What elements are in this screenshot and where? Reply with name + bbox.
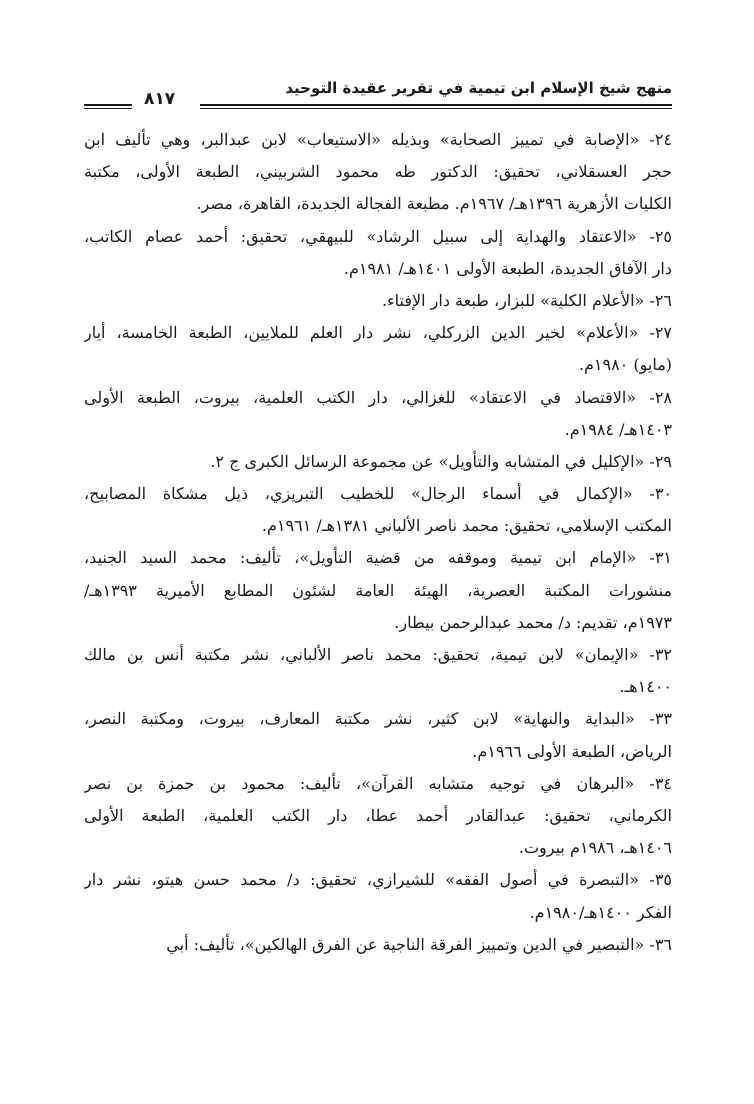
page-number: ٨١٧ xyxy=(144,89,176,109)
entry-line: دار الآفاق الجديدة، الطبعة الأولى ١٤٠١هـ/ ١٩٨١م. xyxy=(343,258,672,278)
bibliography-entry xyxy=(84,929,672,961)
entry-line-first: ٣٠- «الإكمال في أسماء الرجال» للخطيب التبريزي، ذيل مشكاة المصابيح، xyxy=(84,484,672,504)
entry-line-first: ٢٨- «الاقتصاد في الاعتقاد» للغزالي، دار الكتب العلمية، بيروت، الطبعة الأولى xyxy=(84,387,672,407)
entry-line-first: ٣١- «الإمام ابن تيمية وموقفه من قضية التأويل»، تأليف: محمد السيد الجنيد، xyxy=(84,548,672,568)
entry-line: ١٤٠٠هـ. xyxy=(619,677,672,697)
entry-line: ١٤٠٣هـ/ ١٩٨٤م. xyxy=(564,419,672,439)
entry-line-first: ٢٤- «الإصابة في تمييز الصحابة» وبذيله «الاستيعاب» لابن عبدالبر، وهي تأليف ابن xyxy=(84,130,672,149)
entry-line-first: ٢٩- «الإكليل في المتشابه والتأويل» عن مجموعة الرسائل الكبرى ج ٢. xyxy=(210,451,672,471)
entry-line: حجر العسقلاني، تحقيق: الدكتور طه محمود الشربيني، الطبعة الأولى، مكتبة xyxy=(84,162,672,182)
bibliography-entry xyxy=(84,703,672,767)
entry-line-first: ٣٣- «البداية والنهاية» لابن كثير، نشر مكتبة المعارف، بيروت، ومكتبة النصر، xyxy=(84,709,672,729)
bibliography-entry xyxy=(84,542,672,639)
entry-line-first: ٢٦- «الأعلام الكلية» للبزار، طبعة دار الإفتاء. xyxy=(382,290,672,310)
header-rule-right xyxy=(200,104,672,109)
page-header xyxy=(84,78,672,114)
entry-line: ١٩٧٣م، تقديم: د/ محمد عبدالرحمن بيطار. xyxy=(394,612,672,632)
entry-line: الرياض، الطبعة الأولى ١٩٦٦م. xyxy=(472,741,672,761)
entry-line: الكرماني، تحقيق: عبدالقادر أحمد عطا، دار الكتب العلمية، الطبعة الأولى xyxy=(84,805,672,825)
entry-line: منشورات المكتبة العصرية، الهيئة العامة لشئون المطابع الأميرية ١٣٩٣هـ/ xyxy=(84,580,672,600)
bibliography-entry xyxy=(84,446,672,478)
entry-line-first: ٢٧- «الأعلام» لخير الدين الزركلي، نشر دار العلم للملايين، الطبعة الخامسة، أيار xyxy=(84,323,672,343)
bibliography-list xyxy=(84,124,672,961)
entry-line: الفكر ١٤٠٠هـ/١٩٨٠م. xyxy=(529,902,672,922)
entry-line-first: ٣٢- «الإيمان» لابن تيمية، تحقيق: محمد ناصر الألباني، نشر مكتبة أنس بن مالك xyxy=(84,645,672,664)
bibliography-entry xyxy=(84,221,672,285)
entry-line: المكتب الإسلامي، تحقيق: محمد ناصر الألباني ١٣٨١هـ/ ١٩٦١م. xyxy=(261,516,672,536)
bibliography-entry xyxy=(84,124,672,221)
entry-line-first: ٢٥- «الاعتقاد والهداية إلى سبيل الرشاد» للبيهقي، تحقيق: أحمد عصام الكاتب، xyxy=(84,226,672,246)
bibliography-entry xyxy=(84,382,672,446)
bibliography-entry xyxy=(84,639,672,703)
bibliography-entry xyxy=(84,864,672,928)
entry-line-first: ٣٦- «التبصير في الدين وتمييز الفرقة الناجية عن الفرق الهالكين»، تأليف: أبي xyxy=(166,934,672,954)
entry-line-first: ٣٥- «التبصرة في أصول الفقه» للشيرازي، تحقيق: د/ محمد حسن هيتو، نشر دار xyxy=(84,870,672,890)
bibliography-entry xyxy=(84,285,672,317)
running-title: منهج شيخ الإسلام ابن تيمية في تقرير عقيدة التوحيد xyxy=(285,79,672,97)
bibliography-entry xyxy=(84,317,672,381)
entry-line: (مايو) ١٩٨٠م. xyxy=(578,355,672,375)
bibliography-entry xyxy=(84,478,672,542)
entry-line: ١٤٠٦هـ، ١٩٨٦م بيروت. xyxy=(518,838,672,858)
entry-line: الكليات الأزهرية ١٣٩٦هـ/ ١٩٦٧م. مطبعة الفجالة الجديدة، القاهرة، مصر. xyxy=(196,194,672,214)
header-rule-left xyxy=(84,104,132,109)
entry-line-first: ٣٤- «البرهان في توجيه متشابه القرآن»، تأليف: محمود بن حمزة بن نصر xyxy=(84,773,672,793)
bibliography-entry xyxy=(84,768,672,865)
